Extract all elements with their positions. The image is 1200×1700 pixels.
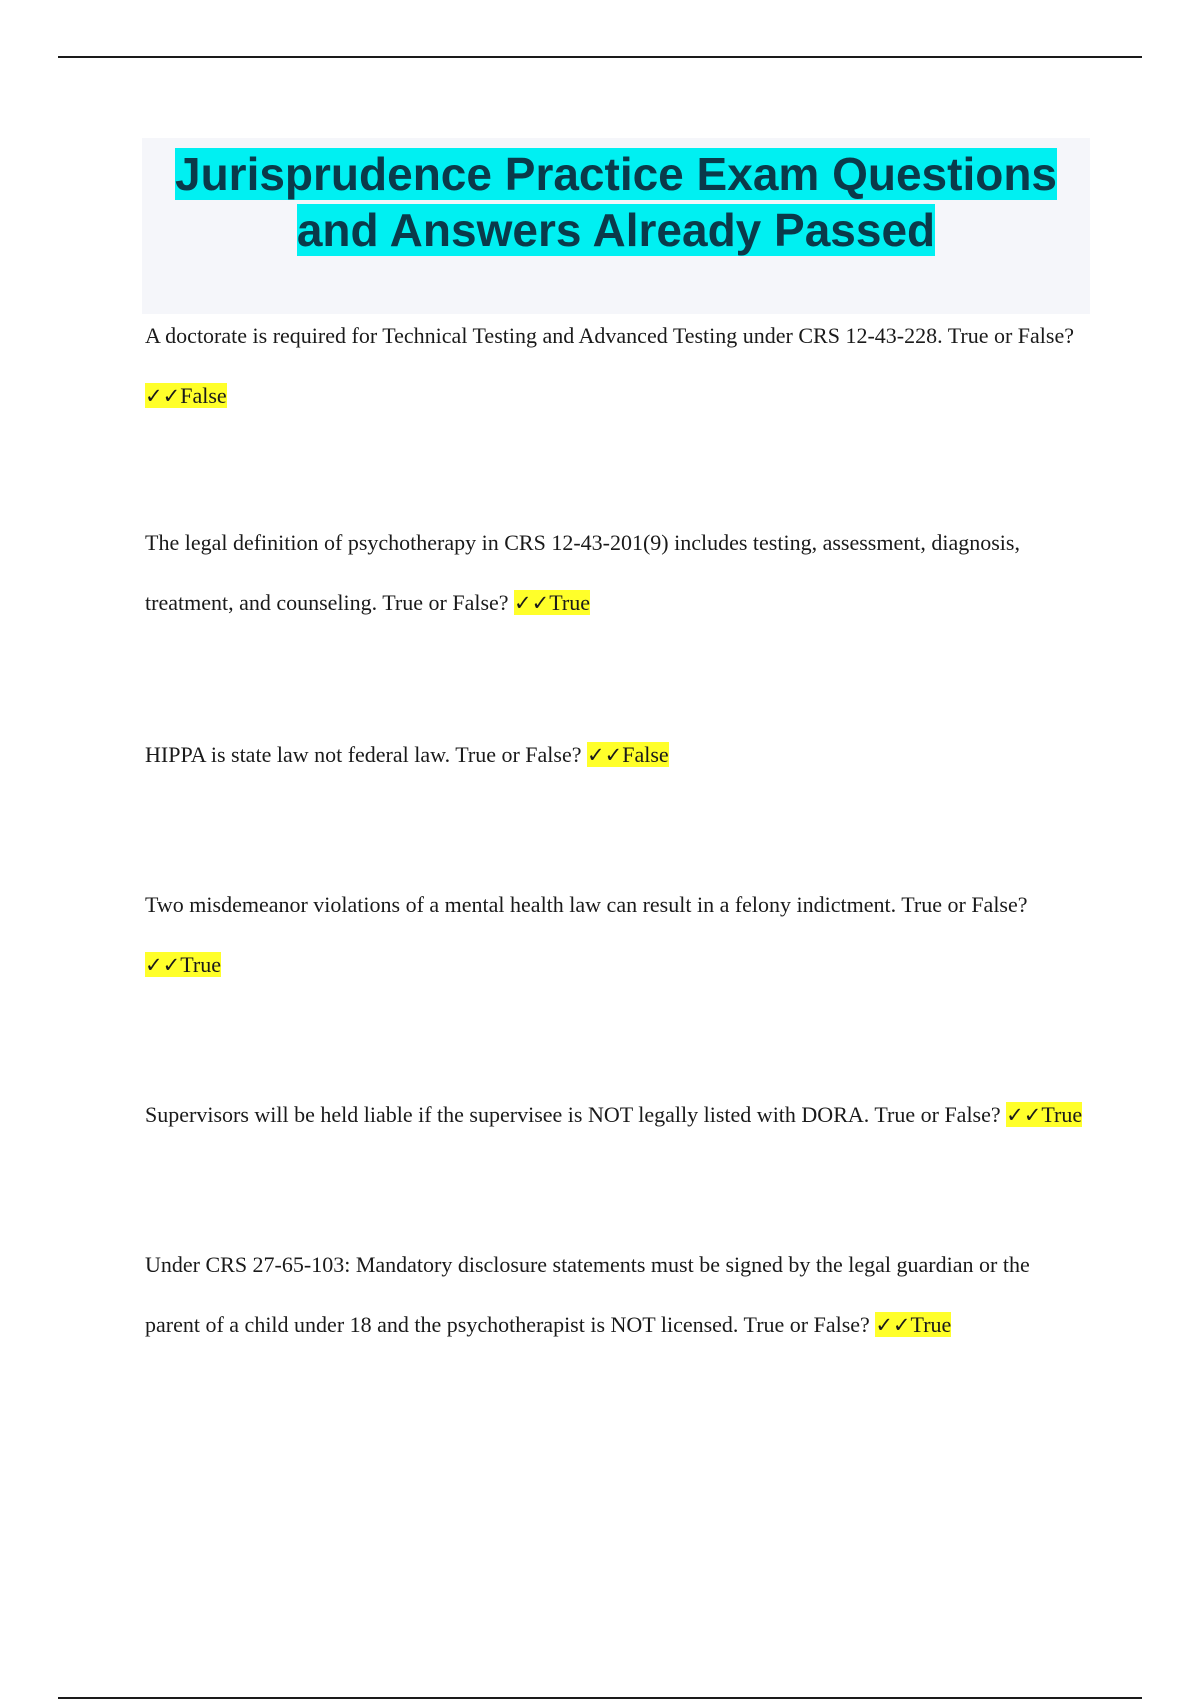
qa-item <box>145 1085 1090 1145</box>
qa-item <box>145 306 1090 426</box>
question-text: A doctorate is required for Technical Testing and Advanced Testing under CRS 12-43-228. True or False? <box>145 323 1074 348</box>
answer-highlight <box>875 1312 951 1337</box>
check-icon: ✓✓ <box>1006 1103 1042 1127</box>
document-title <box>142 138 1090 258</box>
qa-item <box>145 1235 1090 1355</box>
answer-text: True <box>1041 1102 1083 1127</box>
question-text: HIPPA is state law not federal law. True or False? <box>145 742 582 767</box>
answer-text: False <box>180 383 227 408</box>
answer-text: False <box>622 742 669 767</box>
answer-highlight <box>145 952 221 977</box>
qa-list <box>145 306 1090 1355</box>
answer-text: True <box>910 1312 952 1337</box>
question-text: Supervisors will be held liable if the supervisee is NOT legally listed with DORA. True or False? <box>145 1102 1001 1127</box>
check-icon: ✓✓ <box>145 384 181 408</box>
answer-highlight <box>514 590 590 615</box>
title-block <box>142 138 1090 314</box>
bottom-rule <box>58 1697 1142 1699</box>
answer-highlight <box>145 383 227 408</box>
title-line-2: and Answers Already Passed <box>296 204 936 256</box>
qa-item <box>145 875 1090 995</box>
question-text: The legal definition of psychotherapy in CRS 12-43-201(9) includes testing, assessment, diagnosis, treatment, and counseling. True or False? <box>145 530 1020 615</box>
top-rule <box>58 56 1142 58</box>
answer-text: True <box>549 590 591 615</box>
answer-highlight <box>587 742 669 767</box>
title-line-1: Jurisprudence Practice Exam Questions <box>174 148 1058 200</box>
answer-text: True <box>180 952 221 977</box>
check-icon: ✓✓ <box>145 953 181 977</box>
answer-highlight <box>1006 1102 1082 1127</box>
question-text: Two misdemeanor violations of a mental health law can result in a felony indictment. True or False? <box>145 892 1028 917</box>
check-icon: ✓✓ <box>514 591 550 615</box>
check-icon: ✓✓ <box>875 1313 911 1337</box>
qa-item <box>145 513 1090 633</box>
question-text: Under CRS 27-65-103: Mandatory disclosure statements must be signed by the legal guardian or the parent of a child under 18 and the psychotherapist is NOT licensed. True or False? <box>145 1252 1030 1337</box>
qa-item <box>145 725 1090 785</box>
check-icon: ✓✓ <box>587 743 623 767</box>
